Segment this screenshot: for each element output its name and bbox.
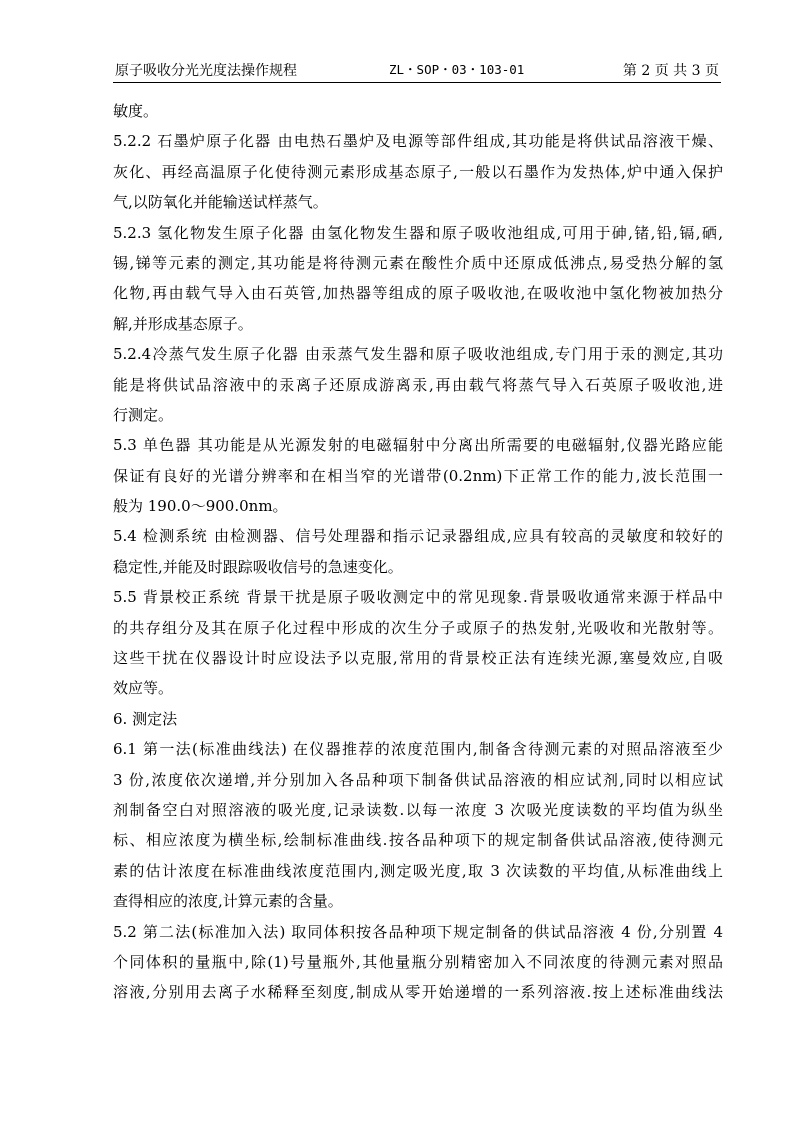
text-line: 5.5 背景校正系统 背景干扰是原子吸收测定中的常见现象.背景吸收通常来源于样品中: [113, 588, 723, 607]
text-line: 般为 190.0～900.0nm。: [113, 497, 288, 516]
text-line: 剂制备空白对照溶液的吸光度,记录读数.以每一浓度 3 次吸光度读数的平均值为纵坐: [113, 800, 723, 819]
text-line: 5.3 单色器 其功能是从光源发射的电磁辐射中分离出所需要的电磁辐射,仪器光路应能: [113, 436, 723, 455]
text-line: 能是将供试品溶液中的汞离子还原成游离汞,再由载气将蒸气导入石英原子吸收池,进: [113, 375, 723, 394]
text-line: 溶液,分别用去离子水稀释至刻度,制成从零开始递增的一系列溶液.按上述标准曲线法: [113, 983, 723, 1002]
text-line: 5.2.2 石墨炉原子化器 由电热石墨炉及电源等部件组成,其功能是将供试品溶液干燥、: [113, 132, 723, 151]
text-line: 素的估计浓度在标准曲线浓度范围内,测定吸光度,取 3 次读数的平均值,从标准曲线上: [113, 861, 723, 880]
document-code: ZL・SOP・03・103-01: [389, 62, 525, 77]
text-line: 灰化、再经高温原子化使待测元素形成基态原子,一般以石墨作为发热体,炉中通入保护: [113, 162, 723, 181]
text-line: 敏度。: [113, 102, 159, 120]
text-line: 个同体积的量瓶中,除(1)号量瓶外,其他量瓶分别精密加入不同浓度的待测元素对照品: [113, 952, 723, 971]
text-line: 锡,锑等元素的测定,其功能是将待测元素在酸性介质中还原成低沸点,易受热分解的氢: [113, 253, 723, 272]
text-line: 6.1 第一法(标准曲线法) 在仪器推荐的浓度范围内,制备含待测元素的对照品溶液至少: [113, 740, 723, 759]
document-title: 原子吸收分光光度法操作规程: [115, 63, 297, 79]
text-line: 5.2.4冷蒸气发生原子化器 由汞蒸气发生器和原子吸收池组成,专门用于汞的测定,其功: [113, 345, 723, 364]
text-line: 效应等。: [113, 679, 174, 698]
text-line: 6. 测定法: [113, 709, 178, 728]
text-line: 行测定。: [113, 405, 174, 424]
text-line: 3 份,浓度依次递增,并分别加入各品种项下制备供试品溶液的相应试剂,同时以相应试: [113, 770, 723, 789]
text-line: 解,并形成基态原子。: [113, 314, 253, 333]
text-line: 的共存组分及其在原子化过程中形成的次生分子或原子的热发射,光吸收和光散射等。: [113, 618, 723, 637]
page-number: 第 2 页 共 3 页: [622, 63, 719, 79]
text-line: 保证有良好的光谱分辨率和在相当窄的光谱带(0.2nm)下正常工作的能力,波长范围一: [113, 466, 723, 485]
text-line: 稳定性,并能及时跟踪吸收信号的急速变化。: [113, 557, 403, 576]
text-line: 5.4 检测系统 由检测器、信号处理器和指示记录器组成,应具有较高的灵敏度和较好的: [113, 527, 723, 546]
text-line: 这些干扰在仪器设计时应设法予以克服,常用的背景校正法有连续光源,塞曼效应,自吸: [113, 649, 723, 668]
text-line: 5.2.3 氢化物发生原子化器 由氢化物发生器和原子吸收池组成,可用于砷,锗,铅,镉,硒,: [113, 223, 723, 242]
text-line: 气,以防氧化并能输送试样蒸气。: [113, 193, 328, 212]
page-header: [113, 58, 721, 83]
text-line: 标、相应浓度为横坐标,绘制标准曲线.按各品种项下的规定制备供试品溶液,使待测元: [113, 831, 723, 850]
text-line: 化物,再由载气导入由石英管,加热器等组成的原子吸收池,在吸收池中氢化物被加热分: [113, 284, 723, 303]
text-line: 查得相应的浓度,计算元素的含量。: [113, 892, 343, 911]
document-body: [113, 96, 723, 1008]
text-line: 5.2 第二法(标准加入法) 取同体积按各品种项下规定制备的供试品溶液 4 份,分别置 4: [113, 922, 723, 941]
